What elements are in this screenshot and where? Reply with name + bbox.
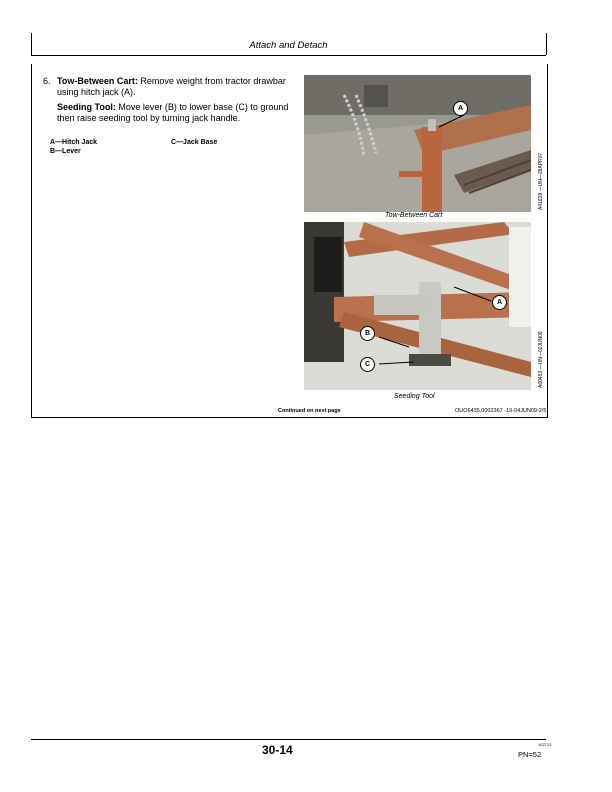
tiny-code: 102713: [538, 742, 552, 747]
cart-heading: Tow-Between Cart:: [57, 76, 138, 86]
header-rule: [31, 55, 546, 56]
seeding-side-ref: A60453 —UN—02JUN08: [538, 331, 544, 388]
callout-a: A: [453, 101, 468, 116]
seeding-heading: Seeding Tool:: [57, 102, 116, 112]
step-6: [43, 76, 293, 128]
section-title: Attach and Detach: [249, 40, 328, 51]
cart-instruction: [57, 76, 293, 98]
cart-caption: Tow-Between Cart: [385, 212, 443, 219]
callout-b: B: [360, 326, 375, 341]
cart-photo-drawing: [304, 75, 531, 212]
step-number: 6.: [43, 76, 51, 86]
legend-item: B—Lever: [50, 148, 81, 155]
seeding-caption: Seeding Tool: [394, 393, 435, 400]
seeding-text: Move lever (B) to lower base (C) to ground then raise seeding tool by turning jack handle.: [57, 102, 289, 123]
legend-col-2: [171, 138, 217, 147]
cart-side-ref: A41839 —UN—28APR07: [538, 152, 544, 210]
legend-item: C—Jack Base: [171, 139, 218, 146]
continued-note: Continued on next page: [278, 408, 341, 414]
pn-number: PN=52: [518, 750, 542, 759]
page-number: 30-14: [262, 743, 293, 757]
callout-a: A: [492, 295, 507, 310]
tow-between-cart-photo: [304, 75, 531, 212]
callout-c: C: [360, 357, 375, 372]
cart-text: Remove weight from tractor drawbar using hitch jack (A).: [57, 76, 286, 97]
footer-rule: [31, 739, 546, 740]
frame-right-edge: [546, 33, 547, 55]
seeding-instruction: [57, 102, 293, 124]
seeding-tool-photo: [304, 222, 531, 390]
legend-col-1: [50, 138, 97, 156]
document-reference: OUO6435,0002367 -19-04JUN09-2/5: [455, 408, 547, 414]
step-body: [57, 76, 293, 124]
legend-item: A—Hitch Jack: [50, 139, 98, 146]
